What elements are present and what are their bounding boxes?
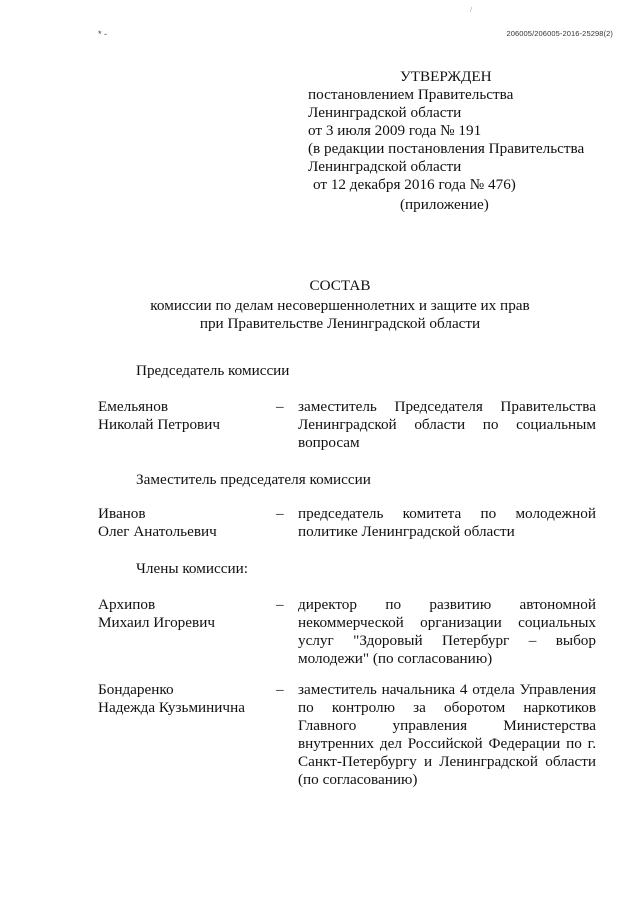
approval-block <box>308 68 584 214</box>
approval-line: Ленинградской области <box>308 104 462 121</box>
member-given-name: Надежда Кузьминична <box>98 699 245 716</box>
member-name <box>98 681 278 717</box>
member-given-name: Николай Петрович <box>98 416 220 433</box>
member-surname: Архипов <box>98 596 156 613</box>
registration-number: 206005/206005-2016-25298(2) <box>506 29 613 38</box>
approval-title: УТВЕРЖДЕН <box>400 68 492 85</box>
document-title: СОСТАВ <box>309 277 371 294</box>
member-name <box>98 398 278 434</box>
member-role: председатель комитета по молодежной политике Ленинградской области <box>298 505 596 540</box>
dash: – <box>276 681 284 698</box>
member-name <box>98 596 278 632</box>
member-given-name: Михаил Игоревич <box>98 614 215 631</box>
member-role: заместитель Председателя Правительства Ленинградской области по социальным вопросам <box>298 398 596 451</box>
approval-line: Ленинградской области <box>308 158 462 175</box>
document-subtitle: комиссии по делам несовершеннолетних и защите их прав <box>150 297 530 314</box>
dash: – <box>276 398 284 415</box>
dash: – <box>276 596 284 613</box>
section-deputy: Заместитель председателя комиссии <box>136 471 371 488</box>
member-role: заместитель начальника 4 отдела Управления по контролю за оборотом наркотиков Главного управления Министерства внутренних дел Российской Федерации по г. Санкт-Петербургу и Ленинградской области (по согласованию) <box>298 681 596 788</box>
approval-line: (в редакции постановления Правительства <box>308 140 585 157</box>
approval-line: постановлением Правительства <box>308 86 514 103</box>
corner-mark: * - <box>98 29 107 39</box>
member-surname: Бондаренко <box>98 681 174 698</box>
approval-appendix: (приложение) <box>400 196 489 213</box>
dash: – <box>276 505 284 522</box>
approval-line: от 3 июля 2009 года № 191 <box>308 122 482 139</box>
member-name <box>98 505 278 541</box>
section-chairman: Председатель комиссии <box>136 362 290 379</box>
approval-line: от 12 декабря 2016 года № 476) <box>313 176 516 193</box>
member-role: директор по развитию автономной некоммерческой организации социальных услуг "Здоровый Петербург – выбор молодежи" (по согласованию) <box>298 596 596 667</box>
section-members: Члены комиссии: <box>136 560 248 577</box>
member-surname: Иванов <box>98 505 146 522</box>
corner-mark-top: / <box>470 5 473 14</box>
member-surname: Емельянов <box>98 398 169 415</box>
member-given-name: Олег Анатольевич <box>98 523 217 540</box>
document-subtitle: при Правительстве Ленинградской области <box>199 315 481 332</box>
